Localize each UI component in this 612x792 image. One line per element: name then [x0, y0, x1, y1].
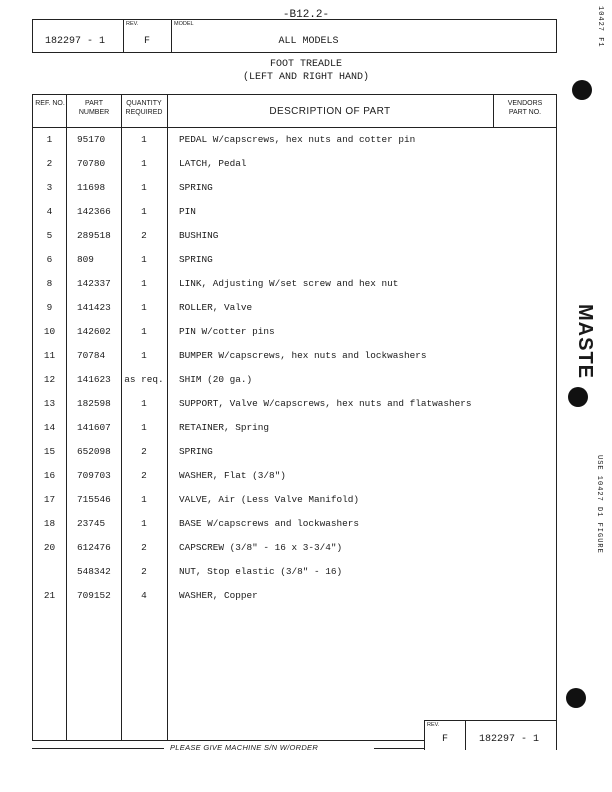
quantity-cell: 1 — [141, 494, 147, 505]
ref-cell: 13 — [43, 398, 56, 409]
table-row — [33, 542, 556, 566]
footer-rev-label: REV. — [427, 722, 440, 728]
quantity-cell: 1 — [141, 518, 147, 529]
ref-cell: 9 — [46, 302, 53, 313]
table-row — [33, 374, 556, 398]
col-header-ref-no: REF. NO. — [35, 100, 65, 107]
col-header-part-number: PART NUMBER — [78, 100, 110, 116]
master-stamp: MASTE — [574, 304, 596, 379]
ref-cell: 3 — [46, 182, 53, 193]
part-number-cell: 141607 — [77, 422, 111, 433]
description-cell: SUPPORT, Valve W/capscrews, hex nuts and flatwashers — [179, 398, 472, 409]
ref-cell: 17 — [43, 494, 56, 505]
quantity-cell: 1 — [141, 398, 147, 409]
quantity-cell: 1 — [141, 254, 147, 265]
column-divider — [493, 95, 494, 127]
ref-cell: 11 — [43, 350, 56, 361]
header-box — [32, 19, 557, 53]
ref-cell: 5 — [46, 230, 53, 241]
footer-box — [424, 720, 557, 750]
part-number-cell: 141623 — [77, 374, 111, 385]
part-number-cell: 142366 — [77, 206, 111, 217]
footer-rule-right — [374, 748, 424, 749]
header-model-label: MODEL — [174, 21, 194, 27]
description-cell: BASE W/capscrews and lockwashers — [179, 518, 360, 529]
punch-hole — [568, 387, 588, 407]
table-row — [33, 590, 556, 614]
part-number-cell: 141423 — [77, 302, 111, 313]
table-row — [33, 254, 556, 278]
ref-cell: 4 — [46, 206, 53, 217]
header-model: ALL MODELS — [278, 36, 339, 47]
ref-cell: 14 — [43, 422, 56, 433]
footer-part-number: 182297 - 1 — [479, 734, 540, 745]
description-cell: BUSHING — [179, 230, 219, 241]
title-line-1: FOOT TREADLE — [269, 59, 342, 70]
part-number-cell: 709152 — [77, 590, 111, 601]
description-cell: WASHER, Flat (3/8") — [179, 470, 286, 481]
table-row — [33, 446, 556, 470]
footer-rev: F — [441, 734, 448, 745]
table-row — [33, 422, 556, 446]
part-number-cell: 11698 — [77, 182, 106, 193]
description-cell: SHIM (20 ga.) — [179, 374, 253, 385]
part-number-cell: 70784 — [77, 350, 106, 361]
description-cell: RETAINER, Spring — [179, 422, 270, 433]
part-number-cell: 709703 — [77, 470, 111, 481]
part-number-cell: 142602 — [77, 326, 111, 337]
part-number-cell: 142337 — [77, 278, 111, 289]
ref-cell: 18 — [43, 518, 56, 529]
part-number-cell: 548342 — [77, 566, 111, 577]
quantity-cell: 1 — [141, 422, 147, 433]
table-row — [33, 302, 556, 326]
part-number-cell: 715546 — [77, 494, 111, 505]
table-row — [33, 134, 556, 158]
quantity-cell: 2 — [141, 470, 147, 481]
part-number-cell: 809 — [77, 254, 94, 265]
description-cell: BUMPER W/capscrews, hex nuts and lockwashers — [179, 350, 427, 361]
description-cell: LATCH, Pedal — [179, 158, 247, 169]
table-row — [33, 350, 556, 374]
quantity-cell: 1 — [141, 278, 147, 289]
part-number-cell: 23745 — [77, 518, 106, 529]
ref-cell: 16 — [43, 470, 56, 481]
ref-cell: 1 — [46, 134, 53, 145]
table-row — [33, 206, 556, 230]
ref-cell: 6 — [46, 254, 53, 265]
table-row — [33, 278, 556, 302]
description-cell: PIN W/cotter pins — [179, 326, 275, 337]
col-header-quantity: QUANTITY REQUIRED — [125, 100, 163, 116]
description-cell: ROLLER, Valve — [179, 302, 253, 313]
description-cell: SPRING — [179, 446, 213, 457]
ref-cell: 15 — [43, 446, 56, 457]
ref-cell: 2 — [46, 158, 53, 169]
part-number-cell: 95170 — [77, 134, 106, 145]
quantity-cell: 2 — [141, 230, 147, 241]
header-rule — [33, 127, 556, 128]
top-margin-stamp: 10427 F1 — [596, 6, 604, 48]
header-rev: F — [143, 36, 150, 47]
table-row — [33, 326, 556, 350]
page-number: -B12.2- — [282, 9, 330, 21]
description-cell: NUT, Stop elastic (3/8" - 16) — [179, 566, 343, 577]
header-rev-label: REV. — [126, 21, 139, 27]
title-line-2: (LEFT AND RIGHT HAND) — [242, 72, 370, 83]
header-part-number: 182297 - 1 — [45, 36, 106, 47]
ref-cell: 20 — [43, 542, 56, 553]
quantity-cell: 1 — [141, 350, 147, 361]
part-number-cell: 289518 — [77, 230, 111, 241]
ref-cell: 21 — [43, 590, 56, 601]
parts-table — [32, 94, 557, 741]
description-cell: PIN — [179, 206, 196, 217]
quantity-cell: as req. — [124, 374, 164, 385]
description-cell: PEDAL W/capscrews, hex nuts and cotter pin — [179, 134, 416, 145]
table-row — [33, 470, 556, 494]
side-margin-note: USE 10427 D1 FIGURE — [595, 455, 603, 554]
table-row — [33, 518, 556, 542]
description-cell: CAPSCREW (3/8" - 16 x 3-3/4") — [179, 542, 343, 553]
part-number-cell: 182598 — [77, 398, 111, 409]
quantity-cell: 1 — [141, 182, 147, 193]
punch-hole — [572, 80, 592, 100]
table-row — [33, 566, 556, 590]
description-cell: WASHER, Copper — [179, 590, 258, 601]
description-cell: SPRING — [179, 182, 213, 193]
quantity-cell: 2 — [141, 542, 147, 553]
ref-cell: 8 — [46, 278, 53, 289]
description-cell: VALVE, Air (Less Valve Manifold) — [179, 494, 360, 505]
part-number-cell: 70780 — [77, 158, 106, 169]
quantity-cell: 1 — [141, 326, 147, 337]
col-header-description: DESCRIPTION OF PART — [269, 106, 391, 117]
quantity-cell: 2 — [141, 446, 147, 457]
table-row — [33, 182, 556, 206]
document-title — [0, 58, 612, 84]
part-number-cell: 612476 — [77, 542, 111, 553]
quantity-cell: 2 — [141, 566, 147, 577]
footer-rule-left — [32, 748, 164, 749]
table-row — [33, 230, 556, 254]
col-header-vendors: VENDORS PART NO. — [507, 100, 543, 116]
quantity-cell: 1 — [141, 206, 147, 217]
punch-hole — [566, 688, 586, 708]
table-row — [33, 494, 556, 518]
description-cell: LINK, Adjusting W/set screw and hex nut — [179, 278, 399, 289]
table-row — [33, 158, 556, 182]
part-number-cell: 652098 — [77, 446, 111, 457]
ref-cell: 10 — [43, 326, 56, 337]
ref-cell: 12 — [43, 374, 56, 385]
footer-divider — [465, 721, 466, 750]
footer-note: PLEASE GIVE MACHINE S/N W/ORDER — [170, 743, 319, 752]
quantity-cell: 4 — [141, 590, 147, 601]
description-cell: SPRING — [179, 254, 213, 265]
table-row — [33, 398, 556, 422]
quantity-cell: 1 — [141, 134, 147, 145]
quantity-cell: 1 — [141, 158, 147, 169]
quantity-cell: 1 — [141, 302, 147, 313]
